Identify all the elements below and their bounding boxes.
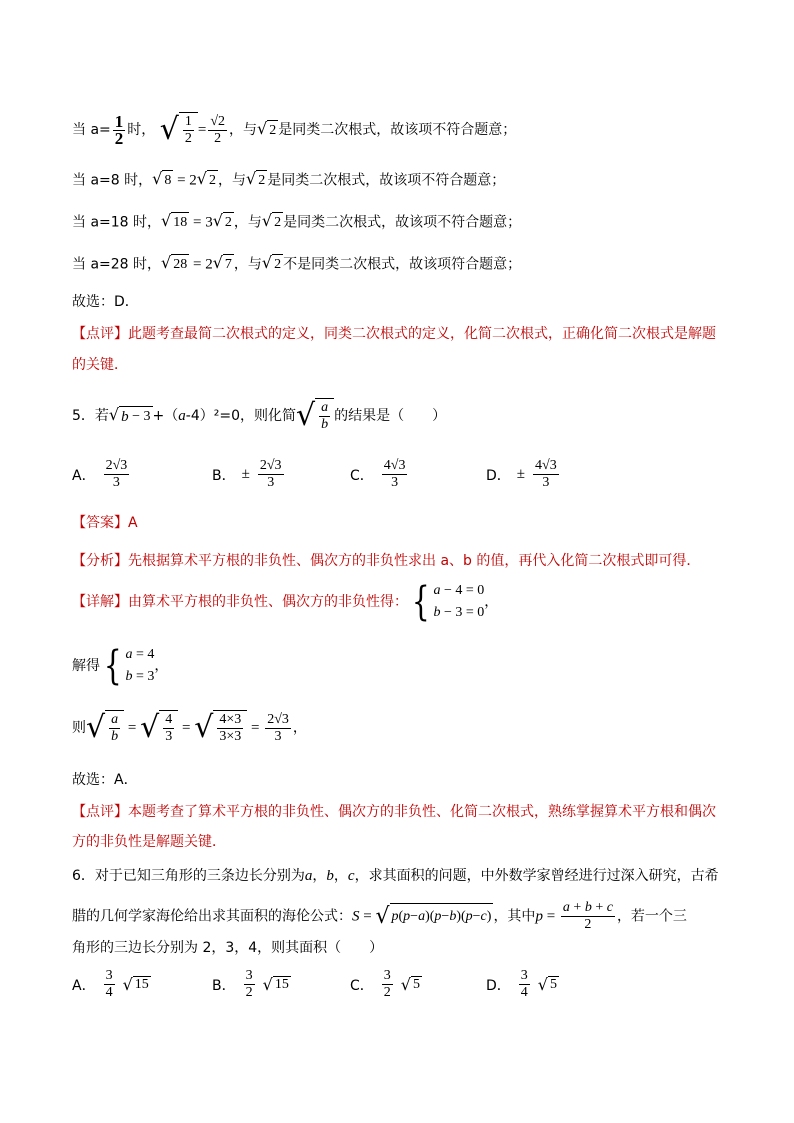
- q5-select: 故选：A．: [72, 772, 138, 788]
- q5-stem: 5．若 √ b − 3 +（a-4）²=0，则化简 √ $\frac{a}{b}$ 的结果是（ ）: [72, 398, 447, 433]
- q5-detail: 【详解】由算术平方根的非负性、偶次方的非负性得： { a − 4 = 0 b − 3 = 0 ，: [72, 579, 499, 625]
- q6-line2: 腊的几何学家海伦给出求其面积的海伦公式：S = √ p ( p − a )( p − b )( p − c ) ，其中p = $\frac{a + b + c}{2}$ ，若一个三: [72, 900, 687, 932]
- q6-option-a[interactable]: A． $\frac{3}{4}$ √ 15: [72, 968, 149, 1000]
- comment-q4-line2: 的关键．: [72, 357, 128, 373]
- q5-answer: 【答案】A: [72, 515, 138, 531]
- q5-option-c[interactable]: C． $\frac{4√3}{3}$: [350, 458, 406, 490]
- sqrt-one-half: √ $\frac{1}{2}$: [160, 112, 198, 148]
- q5-option-a[interactable]: A． $\frac{2√3}{3}$: [72, 458, 128, 490]
- q6-line1: 6．对于已知三角形的三条边长分别为a，b，c，求其面积的问题，中外数学家曾经进行过深入研究，古希: [72, 868, 719, 884]
- q5-comment-line1: 【点评】本题考查了算术平方根的非负性、偶次方的非负性、化简二次根式，熟练掌握算术平方根和偶次: [72, 804, 716, 820]
- q6-option-d[interactable]: D． $\frac{3}{4}$ √ 5: [486, 968, 557, 1000]
- q6-option-b[interactable]: B． $\frac{3}{2}$ √ 15: [212, 968, 289, 1000]
- sqrt2-over-2: $\frac{√2}{2}$: [210, 113, 225, 146]
- q5-option-d[interactable]: D． ± $\frac{4√3}{3}$: [486, 458, 557, 490]
- comment-q4-line1: 【点评】此题考查最简二次根式的定义，同类二次根式的定义，化简二次根式，正确化简二次根式是解题: [72, 326, 716, 342]
- case-a-8: 当 a=8 时， √ 8 = 2 √ 2 ，与 √ 2 是同类二次根式，故该项不符合题意；: [72, 170, 505, 191]
- case-a-28: 当 a=28 时， √ 28 = 2 √ 7 ，与 √ 2 不是同类二次根式，故该项符合题意；: [72, 254, 521, 275]
- select-d: 故选：D．: [72, 294, 139, 310]
- case-a-half: 当 a= $\frac{1}{2}$ 时， √ $\frac{1}{2}$ = $\frac{√2}{2}$ ，与 √ 2 是同类二次根式，故该项不符合题意；: [72, 111, 517, 148]
- q5-then: 则 √ $\frac{a}{b}$ = √ $\frac{4}{3}$ = √ $\frac{4\times 3}{3\times 3}$ = $\frac{2√3}{3}$ ，: [72, 710, 307, 745]
- q5-comment-line2: 方的非负性是解题关键．: [72, 834, 226, 850]
- q5-solve: 解得 { a = 4 b = 3 ，: [72, 643, 169, 689]
- q6-line3: 角形的三边长分别为 2，3，4，则其面积（ ）: [72, 940, 384, 956]
- case-a-18: 当 a=18 时， √ 18 = 3 √ 2 ，与 √ 2 是同类二次根式，故该项不符合题意；: [72, 212, 521, 233]
- q6-option-c[interactable]: C． $\frac{3}{2}$ √ 5: [350, 968, 420, 1000]
- q5-analysis: 【分析】先根据算术平方根的非负性、偶次方的非负性求出 a、b 的值，再代入化简二次根式即可得．: [72, 553, 701, 569]
- q5-option-b[interactable]: B． ± $\frac{2√3}{3}$: [212, 458, 282, 490]
- fraction-one-half: $\frac{1}{2}$: [114, 111, 124, 148]
